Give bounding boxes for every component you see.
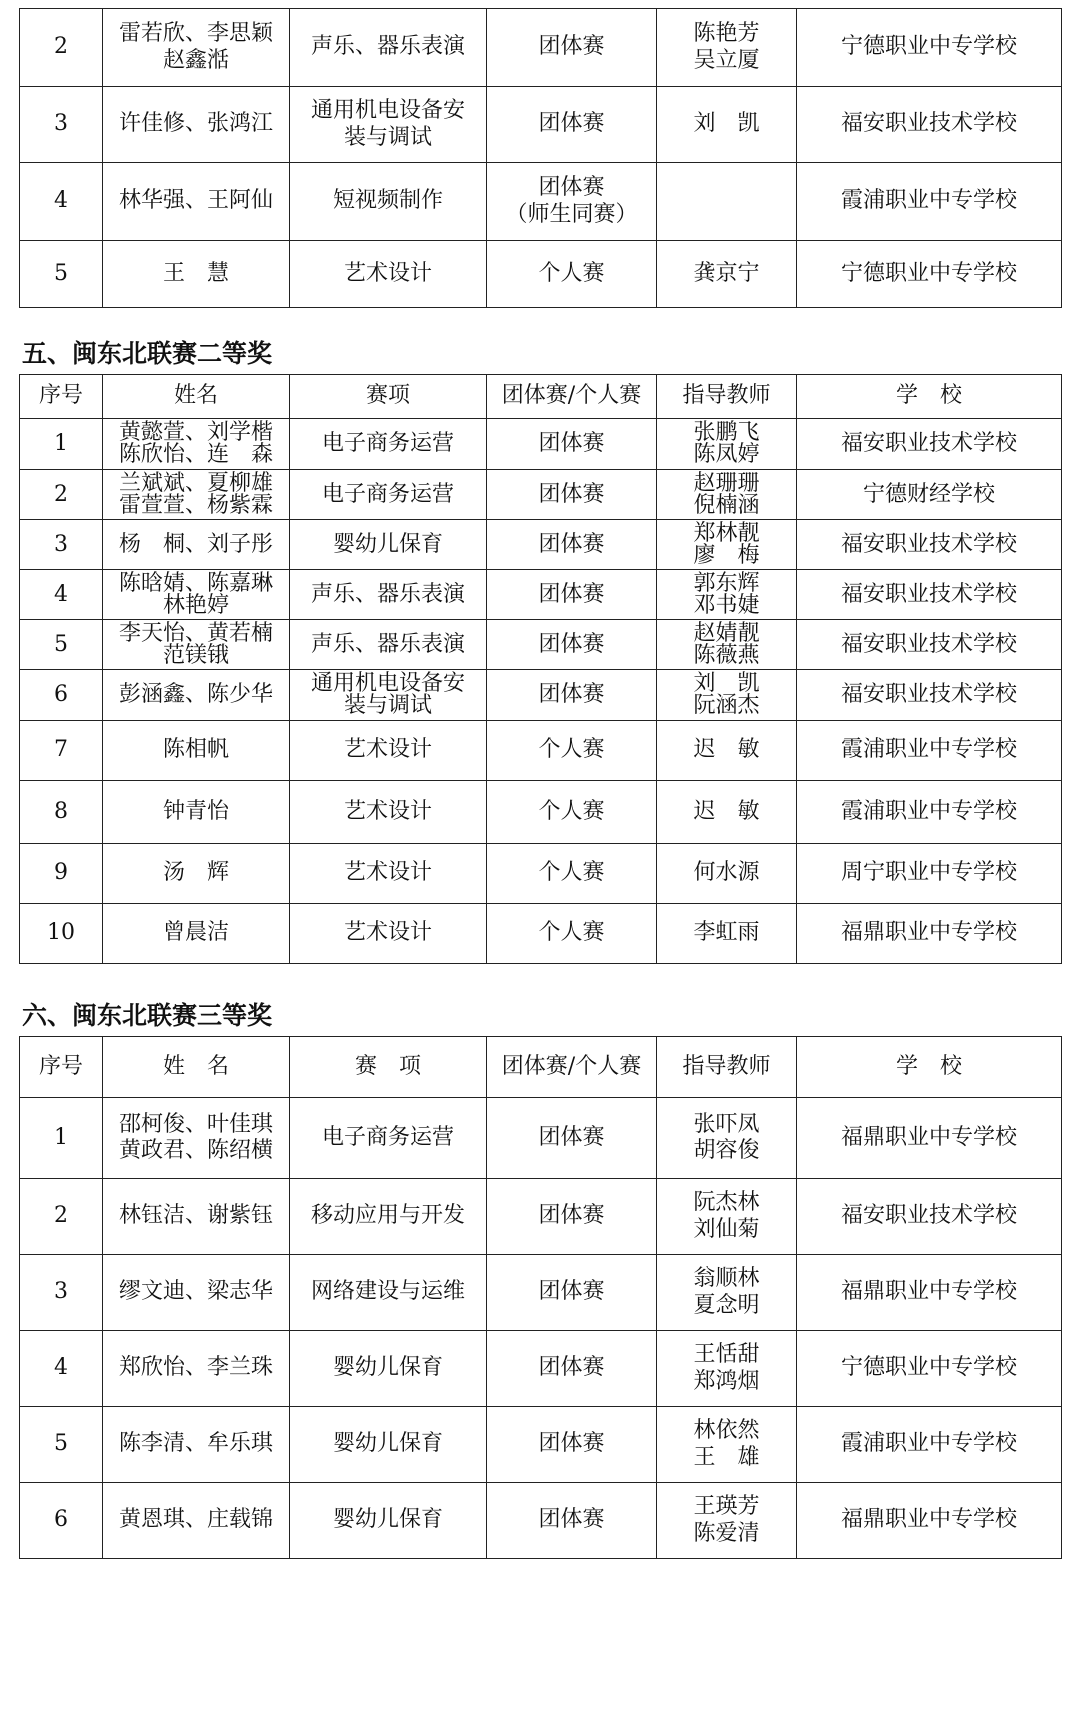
event-cell [290,721,487,781]
student-names-line: 林钰洁、谢紫钰 [118,1203,273,1229]
student-names-line: 林艳婷 [162,592,229,618]
teachers-line: 赵婧靓 [693,620,760,646]
column-header: 赛 项 [290,1037,487,1098]
competition-type-line: 个人赛 [538,260,605,286]
row-number-cell: 2 [20,9,103,87]
competition-type-line: 个人赛 [538,737,605,763]
event-cell [290,1255,487,1331]
student-names-cell [103,419,290,470]
teachers-line: 王 雄 [693,1444,760,1470]
student-names-line: 陈相帆 [162,737,229,763]
competition-type-cell [487,1098,657,1179]
table-row [20,904,1062,964]
event-line: 艺术设计 [343,920,432,946]
teachers-cell [657,1098,797,1179]
column-header: 姓名 [103,375,290,419]
student-names-line: 曾晨洁 [162,920,229,946]
table-row [20,781,1062,844]
school-cell: 宁德职业中专学校 [797,241,1062,308]
teachers-cell [657,721,797,781]
school-cell: 福鼎职业中专学校 [797,1098,1062,1179]
event-cell [290,87,487,163]
student-names-line: 汤 辉 [162,860,229,886]
teachers-cell [657,9,797,87]
event-cell [290,570,487,620]
teachers-line: 郭东辉 [693,570,760,596]
competition-type-line: 团体赛 [538,111,605,137]
student-names-line: 黄政君、陈绍横 [118,1138,273,1163]
table-row [20,419,1062,470]
row-number-cell: 4 [20,163,103,241]
teachers-line: 刘仙菊 [693,1216,760,1242]
school-cell: 福安职业技术学校 [797,419,1062,470]
school-cell: 周宁职业中专学校 [797,844,1062,904]
student-names-line: 李天怡、黄若楠 [118,620,273,646]
school-cell: 宁德职业中专学校 [797,1331,1062,1407]
event-line: 声乐、器乐表演 [310,34,465,60]
teachers-cell [657,419,797,470]
school-cell: 霞浦职业中专学校 [797,781,1062,844]
teachers-line: 何水源 [693,860,760,886]
event-line: 艺术设计 [343,737,432,763]
student-names-cell [103,241,290,308]
school-cell: 福安职业技术学校 [797,620,1062,670]
student-names-line: 邵柯俊、叶佳琪 [118,1111,273,1137]
student-names-cell [103,844,290,904]
event-line: 短视频制作 [332,188,443,214]
event-line: 移动应用与开发 [310,1203,465,1229]
competition-type-cell [487,721,657,781]
event-cell [290,904,487,964]
competition-type-line: 团体赛 [538,1355,605,1381]
competition-type-line: 团体赛 [538,1203,605,1229]
teachers-line: 龚京宁 [693,260,760,286]
event-cell [290,670,487,721]
teachers-cell [657,1255,797,1331]
event-cell [290,1407,487,1483]
teachers-line: 阮涵杰 [693,693,760,718]
competition-type-line: 团体赛 [538,631,605,657]
column-header: 团体赛/个人赛 [487,1037,657,1098]
school-cell: 福鼎职业中专学校 [797,1255,1062,1331]
student-names-line: 王 慧 [162,260,229,286]
student-names-line: 赵鑫湉 [162,47,229,73]
competition-type-cell [487,9,657,87]
student-names-cell [103,781,290,844]
competition-type-cell [487,844,657,904]
competition-type-line: 团体赛 [538,481,605,507]
teachers-line: 倪楠涵 [693,492,760,518]
student-names-line: 陈李清、牟乐琪 [118,1431,273,1457]
event-line: 电子商务运营 [321,1124,454,1150]
student-names-cell [103,1483,290,1559]
event-cell [290,1331,487,1407]
table-row [20,570,1062,620]
event-line: 婴幼儿保育 [332,1355,443,1381]
event-cell [290,163,487,241]
teachers-cell [657,781,797,844]
table-row [20,721,1062,781]
competition-type-cell [487,419,657,470]
teachers-cell [657,904,797,964]
competition-type-line: 团体赛 [538,34,605,60]
table-header-row [20,1037,1062,1098]
competition-type-cell [487,670,657,721]
column-header: 指导教师 [657,375,797,419]
teachers-line: 翁顺林 [693,1266,760,1292]
competition-type-line: 团体赛 [538,175,605,201]
teachers-cell [657,1483,797,1559]
table-row [20,520,1062,570]
table-row [20,1255,1062,1331]
row-number-cell: 6 [20,1483,103,1559]
competition-type-line: 个人赛 [538,920,605,946]
table-row [20,87,1062,163]
student-names-line: 雷若欣、李思颖 [118,21,273,47]
teachers-line: 郑鸿烟 [693,1368,760,1394]
event-cell [290,241,487,308]
award-table-second-prize [19,374,1062,964]
row-number-cell: 1 [20,1098,103,1179]
row-number-cell: 5 [20,241,103,308]
student-names-line: 杨 桐、刘子彤 [118,531,273,557]
teachers-line: 迟 敏 [693,737,760,763]
competition-type-cell [487,620,657,670]
competition-type-cell [487,1483,657,1559]
school-cell: 宁德职业中专学校 [797,9,1062,87]
teachers-line: 张鹏飞 [693,420,760,445]
school-cell: 福鼎职业中专学校 [797,1483,1062,1559]
competition-type-line: 团体赛 [538,682,605,707]
competition-type-cell [487,520,657,570]
row-number-cell: 4 [20,570,103,620]
event-line: 婴幼儿保育 [332,1431,443,1457]
event-line: 通用机电设备安 [310,98,465,124]
teachers-line: 张吓凤 [693,1111,760,1137]
school-cell: 霞浦职业中专学校 [797,721,1062,781]
teachers-line: 陈凤婷 [693,442,760,467]
row-number-cell: 3 [20,520,103,570]
row-number-cell: 3 [20,1255,103,1331]
row-number-cell: 5 [20,1407,103,1483]
student-names-line: 兰斌斌、夏柳雄 [118,470,273,496]
teachers-cell [657,1407,797,1483]
row-number-cell: 4 [20,1331,103,1407]
school-cell: 宁德财经学校 [797,470,1062,520]
row-number-cell: 2 [20,470,103,520]
competition-type-line: 个人赛 [538,860,605,886]
competition-type-line: 团体赛 [538,431,605,456]
teachers-line: 陈薇燕 [693,642,760,668]
student-names-line: 黄懿萱、刘学楷 [118,420,273,445]
column-header: 姓 名 [103,1037,290,1098]
table-row [20,844,1062,904]
event-cell [290,9,487,87]
teachers-line: 邓书婕 [693,592,760,618]
table-row [20,620,1062,670]
event-line: 通用机电设备安 [310,671,465,696]
event-line: 艺术设计 [343,260,432,286]
student-names-line: 范镁锇 [162,642,229,668]
student-names-cell [103,1331,290,1407]
student-names-cell [103,620,290,670]
student-names-line: 陈欣怡、连 森 [118,442,273,467]
school-cell: 霞浦职业中专学校 [797,163,1062,241]
competition-type-cell [487,781,657,844]
student-names-cell [103,670,290,721]
event-cell [290,1179,487,1255]
teachers-line: 吴立厦 [693,47,760,73]
award-table-continued [19,8,1062,308]
column-header: 指导教师 [657,1037,797,1098]
student-names-cell [103,520,290,570]
event-line: 网络建设与运维 [310,1279,465,1305]
row-number-cell: 5 [20,620,103,670]
event-line: 艺术设计 [343,860,432,886]
event-line: 艺术设计 [343,798,432,824]
teachers-line: 陈艳芳 [693,21,760,47]
event-line: 声乐、器乐表演 [310,581,465,607]
column-header: 学 校 [797,375,1062,419]
competition-type-cell [487,1331,657,1407]
school-cell: 福安职业技术学校 [797,570,1062,620]
event-line: 声乐、器乐表演 [310,631,465,657]
competition-type-cell [487,1255,657,1331]
table-row [20,1483,1062,1559]
event-line: 电子商务运营 [321,481,454,507]
column-header: 序号 [20,1037,103,1098]
column-header: 学 校 [797,1037,1062,1098]
table-row [20,1407,1062,1483]
school-cell: 福安职业技术学校 [797,1179,1062,1255]
teachers-line: 赵珊珊 [693,470,760,496]
row-number-cell: 9 [20,844,103,904]
teachers-line: 郑林靓 [693,520,760,546]
school-cell: 福鼎职业中专学校 [797,904,1062,964]
competition-type-line: 团体赛 [538,581,605,607]
row-number-cell: 6 [20,670,103,721]
teachers-cell [657,241,797,308]
competition-type-cell [487,470,657,520]
student-names-cell [103,1098,290,1179]
event-cell [290,1483,487,1559]
student-names-cell [103,904,290,964]
school-cell: 霞浦职业中专学校 [797,1407,1062,1483]
teachers-line: 刘 凯 [693,111,760,137]
table-row [20,1331,1062,1407]
teachers-cell [657,87,797,163]
row-number-cell: 2 [20,1179,103,1255]
event-line: 装与调试 [343,124,432,150]
table-row [20,1179,1062,1255]
student-names-line: 林华强、王阿仙 [118,188,273,214]
teachers-cell [657,1331,797,1407]
teachers-cell [657,570,797,620]
row-number-cell: 3 [20,87,103,163]
section-heading-third-prize: 六、闽东北联赛三等奖 [22,1001,273,1030]
event-cell [290,470,487,520]
teachers-line: 胡容俊 [693,1138,760,1163]
student-names-line: 雷萱萱、杨紫霖 [118,492,273,518]
event-cell [290,844,487,904]
table-header-row [20,375,1062,419]
teachers-line: 夏念明 [693,1292,760,1318]
competition-type-line: 个人赛 [538,798,605,824]
event-line: 电子商务运营 [321,431,454,456]
student-names-cell [103,1179,290,1255]
column-header: 赛项 [290,375,487,419]
award-table-third-prize [19,1036,1062,1559]
table-row [20,1098,1062,1179]
teachers-cell [657,470,797,520]
competition-type-cell [487,904,657,964]
teachers-cell [657,1179,797,1255]
row-number-cell: 8 [20,781,103,844]
section-heading-second-prize: 五、闽东北联赛二等奖 [22,339,273,368]
row-number-cell: 7 [20,721,103,781]
table-row [20,241,1062,308]
event-cell [290,781,487,844]
student-names-line: 许佳修、张鸿江 [118,111,273,137]
teachers-line: 李虹雨 [693,920,760,946]
school-cell: 福安职业技术学校 [797,520,1062,570]
teachers-cell [657,670,797,721]
event-cell [290,1098,487,1179]
column-header: 序号 [20,375,103,419]
competition-type-cell [487,1179,657,1255]
student-names-cell [103,470,290,520]
competition-type-line: 团体赛 [538,1431,605,1457]
table-row [20,470,1062,520]
teachers-line: 王瑛芳 [693,1494,760,1520]
teachers-cell [657,520,797,570]
competition-type-line: （师生同赛） [505,201,638,227]
competition-type-cell [487,241,657,308]
competition-type-line: 团体赛 [538,531,605,557]
row-number-cell: 10 [20,904,103,964]
student-names-line: 郑欣怡、李兰珠 [118,1355,273,1381]
column-header: 团体赛/个人赛 [487,375,657,419]
competition-type-line: 团体赛 [538,1279,605,1305]
teachers-line: 陈爱清 [693,1520,760,1546]
competition-type-cell [487,1407,657,1483]
teachers-line: 阮杰林 [693,1190,760,1216]
student-names-cell [103,9,290,87]
student-names-line: 陈晗婧、陈嘉琳 [118,570,273,596]
student-names-cell [103,721,290,781]
student-names-cell [103,1255,290,1331]
event-cell [290,520,487,570]
event-line: 装与调试 [343,693,432,718]
student-names-cell [103,570,290,620]
competition-type-cell [487,87,657,163]
row-number-cell: 1 [20,419,103,470]
table-row [20,163,1062,241]
competition-type-line: 团体赛 [538,1124,605,1150]
teachers-cell [657,163,797,241]
table-row [20,9,1062,87]
competition-type-cell [487,163,657,241]
teachers-line: 廖 梅 [693,542,760,568]
student-names-cell [103,87,290,163]
competition-type-line: 团体赛 [538,1507,605,1533]
student-names-line: 缪文迪、梁志华 [118,1279,273,1305]
event-line: 婴幼儿保育 [332,1507,443,1533]
teachers-line: 迟 敏 [693,798,760,824]
student-names-line: 黄恩琪、庄载锦 [118,1507,273,1533]
teachers-line: 刘 凯 [693,671,760,696]
school-cell: 福安职业技术学校 [797,87,1062,163]
event-line: 婴幼儿保育 [332,531,443,557]
student-names-line: 彭涵鑫、陈少华 [118,682,273,707]
teachers-cell [657,844,797,904]
competition-type-cell [487,570,657,620]
school-cell: 福安职业技术学校 [797,670,1062,721]
event-cell [290,620,487,670]
event-cell [290,419,487,470]
student-names-cell [103,163,290,241]
student-names-line: 钟青怡 [162,798,229,824]
teachers-line: 林依然 [693,1418,760,1444]
table-row [20,670,1062,721]
teachers-line: 王恬甜 [693,1342,760,1368]
student-names-cell [103,1407,290,1483]
teachers-cell [657,620,797,670]
